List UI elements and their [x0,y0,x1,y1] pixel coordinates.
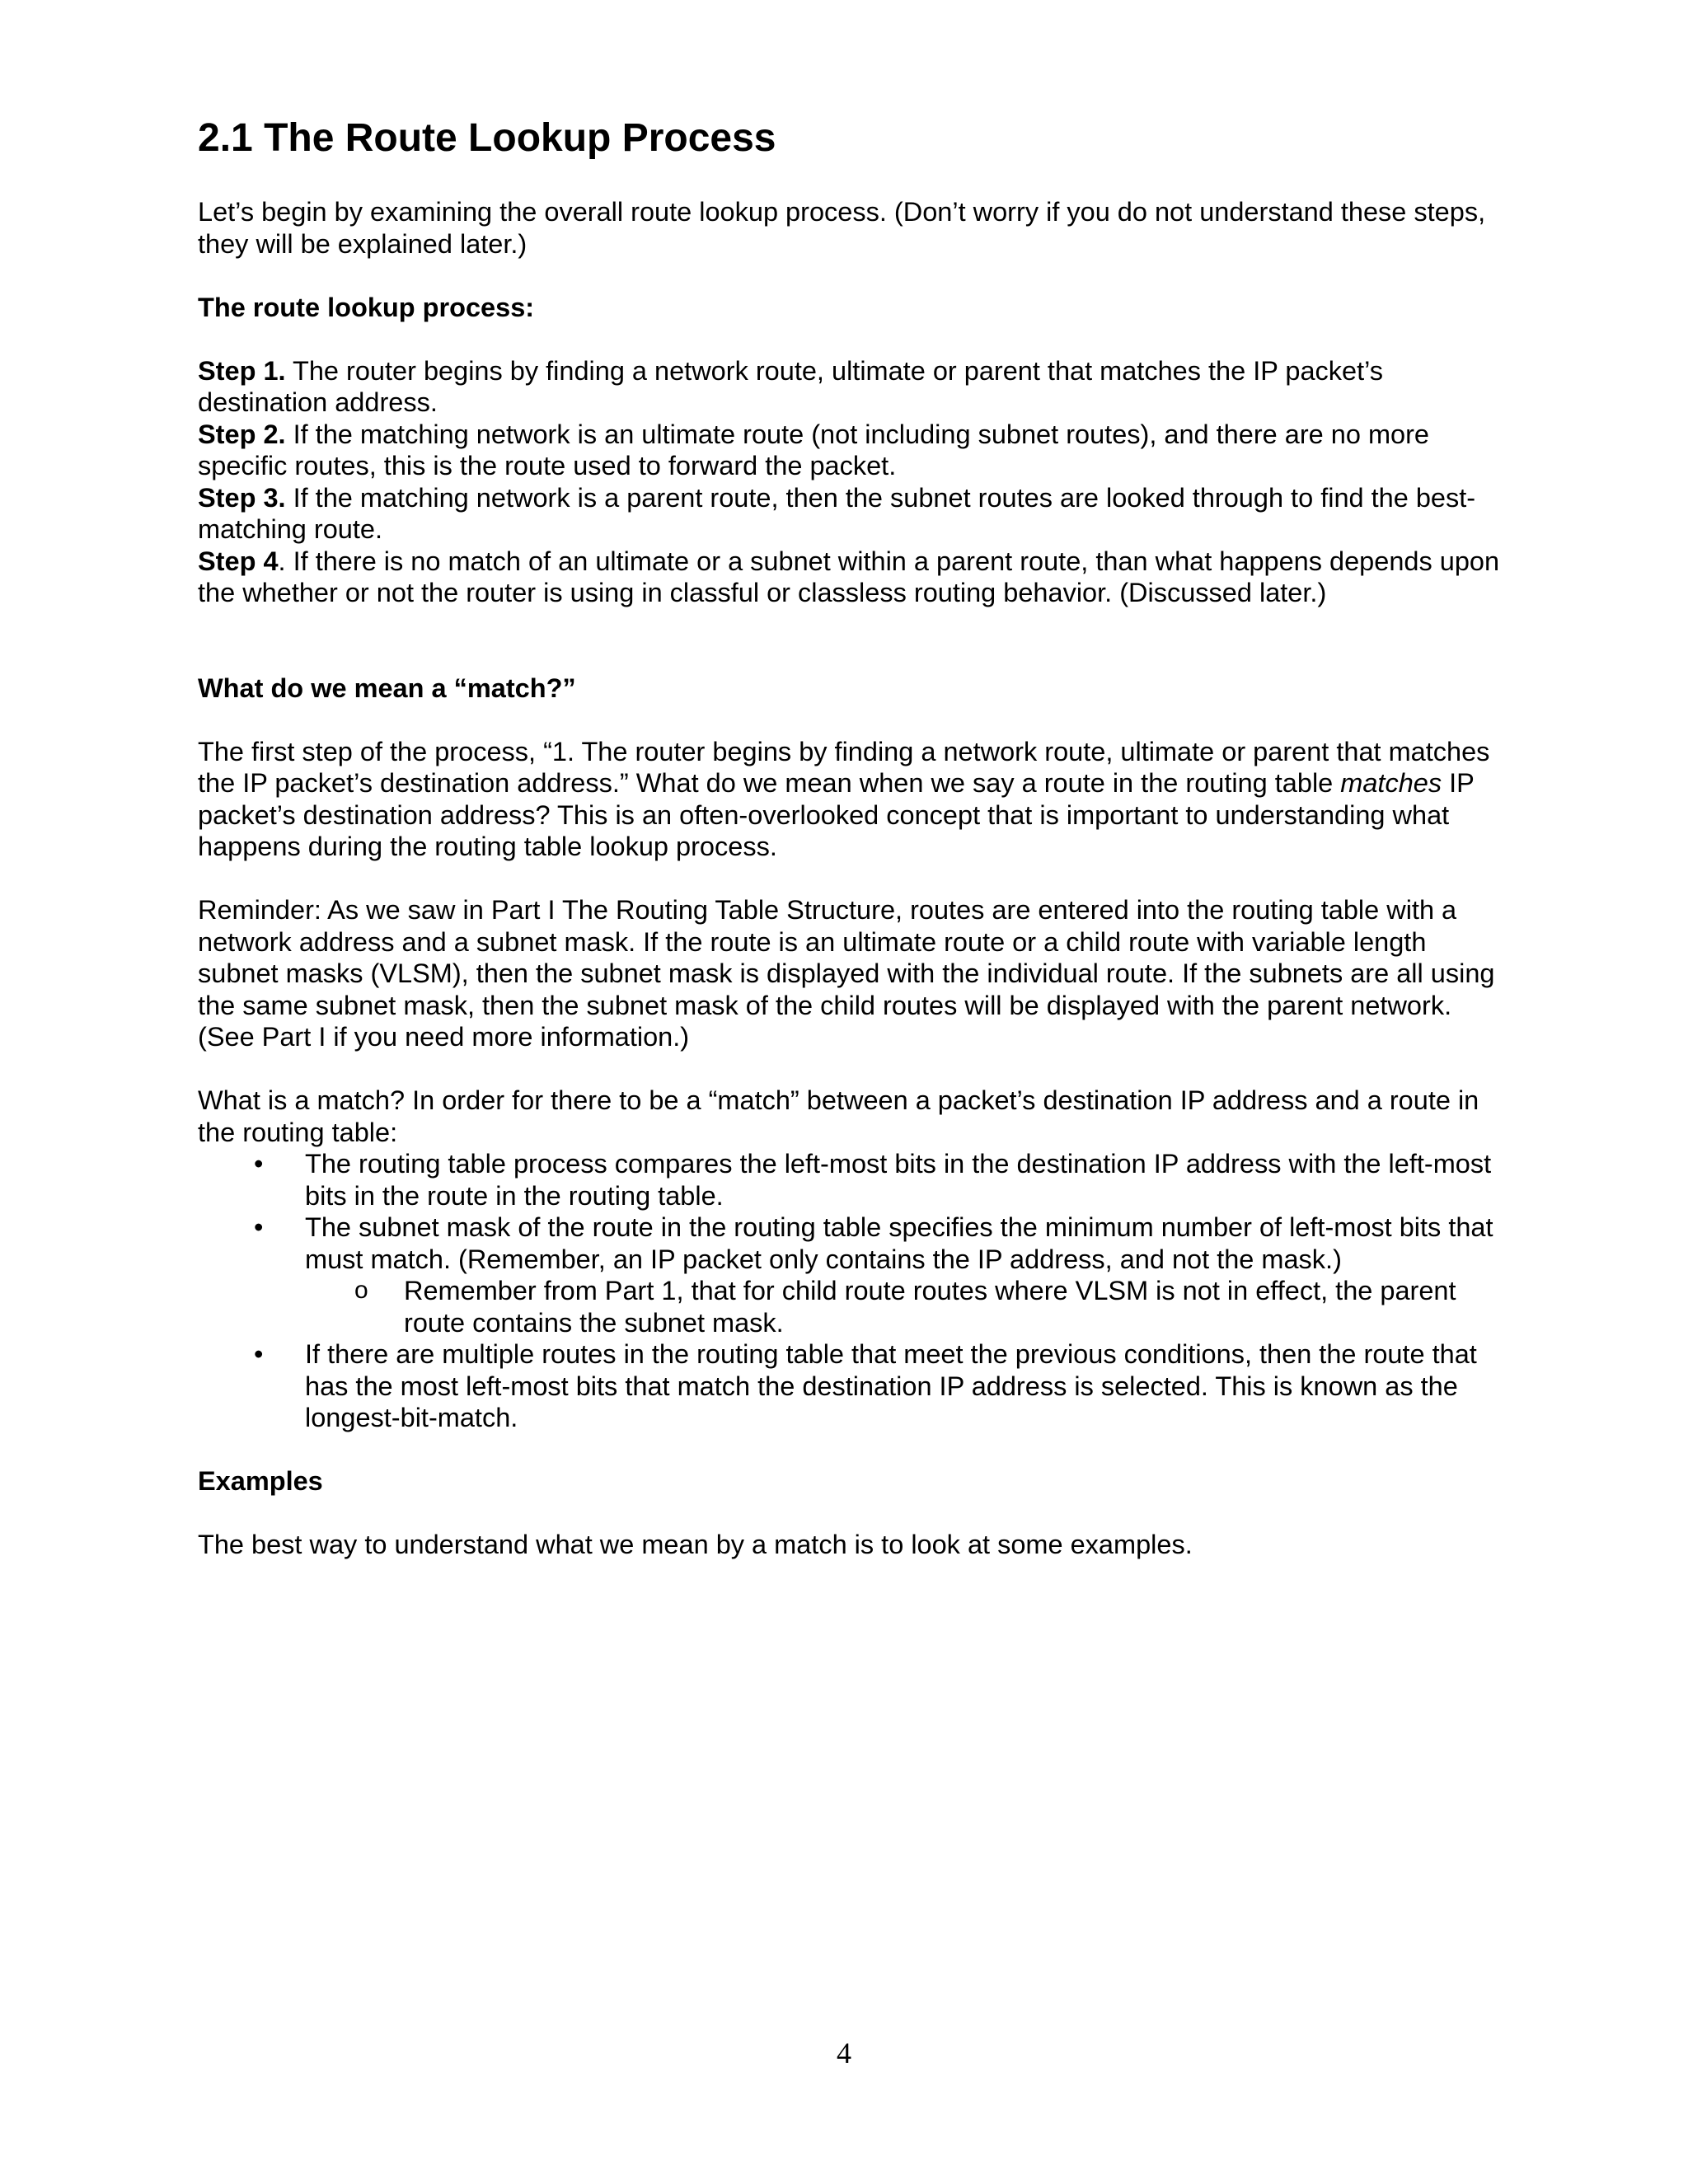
list-item [198,1212,1500,1338]
list-item-text: The subnet mask of the route in the routing table specifies the minimum number of left-most bits that must match. (Remember, an IP packet only contains the IP address, and not the mask.) [305,1212,1493,1274]
match-conditions-list [198,1148,1500,1434]
process-heading: The route lookup process: [198,292,535,322]
list-item [198,1338,1500,1434]
list-item [198,1148,1500,1212]
intro-paragraph: Let’s begin by examining the overall route lookup process. (Don’t worry if you do not understand these steps, they will be explained later.) [198,197,1486,259]
list-item-text: If there are multiple routes in the routing table that meet the previous conditions, then the route that has the most left-most bits that match the destination IP address is selected. This is known as the longest-bit-match. [305,1339,1477,1432]
spacer [198,1497,1500,1530]
match-heading: What do we mean a “match?” [198,673,576,703]
document-page [198,115,1500,1561]
step-text: If the matching network is an ultimate route (not including subnet routes), and there are no more specific routes, this is the route used to forward the packet. [198,419,1429,480]
spacer [198,1053,1500,1085]
steps-list [198,355,1500,609]
spacer [198,863,1500,895]
page-number: 4 [837,2036,851,2069]
bullet-icon: • [254,1149,264,1179]
step-item [198,546,1500,609]
reminder-paragraph: Reminder: As we saw in Part I The Routing Table Structure, routes are entered into the routing table with a network address and a subnet mask. If the route is an ultimate route or a child route with variable length subnet masks (VLSM), then the subnet mask is displayed with the individual route. If the subnets are all using the same subnet mask, then the subnet mask of the child routes will be displayed with the parent network. (See Part I if you need more information.) [198,895,1495,1052]
examples-heading: Examples [198,1466,323,1496]
spacer [198,323,1500,355]
spacer [198,1434,1500,1466]
sub-list-item-text: Remember from Part 1, that for child route routes where VLSM is not in effect, the parent route contains the subnet mask. [404,1276,1456,1338]
match-text-before: The first step of the process, “1. The router begins by finding a network route, ultimate or parent that matches the IP packet’s destination address.” What do we mean when we say a route in the routing table [198,736,1490,798]
step-item [198,355,1500,419]
step-label: Step 4 [198,546,279,576]
match-emphasis: matches [1340,768,1442,798]
match-text-after: IP packet’s destination address? This is an often-overlooked concept that is important to understanding what happens during the routing table lookup process. [198,768,1475,861]
bullet-icon: • [254,1339,264,1369]
step-label: Step 3. [198,482,286,513]
step-text: If the matching network is a parent route, then the subnet routes are looked through to find the best-matching route. [198,482,1476,544]
step-label: Step 2. [198,419,286,449]
list-item-text: The routing table process compares the left-most bits in the destination IP address with the left-most bits in the route in the routing table. [305,1149,1492,1211]
spacer [198,260,1500,292]
step-label: Step 1. [198,355,286,386]
step-item [198,482,1500,546]
spacer [198,609,1500,673]
step-text: The router begins by finding a network route, ultimate or parent that matches the IP packet’s destination address. [198,355,1384,417]
sub-list-item [305,1275,1500,1338]
what-is-match-paragraph: What is a match? In order for there to be a “match” between a packet’s destination IP address and a route in the routing table: [198,1085,1479,1147]
examples-paragraph: The best way to understand what we mean by a match is to look at some examples. [198,1530,1193,1559]
sub-list [305,1275,1500,1338]
match-paragraph [198,736,1500,863]
bullet-icon: • [254,1212,264,1242]
step-text: . If there is no match of an ultimate or a subnet within a parent route, than what happens depends upon the whether or not the router is using in classful or classless routing behavior. (Discussed later.) [198,546,1500,607]
spacer [198,704,1500,736]
sub-bullet-icon: o [354,1277,368,1304]
section-heading: 2.1 The Route Lookup Process [198,116,776,160]
step-item [198,419,1500,482]
